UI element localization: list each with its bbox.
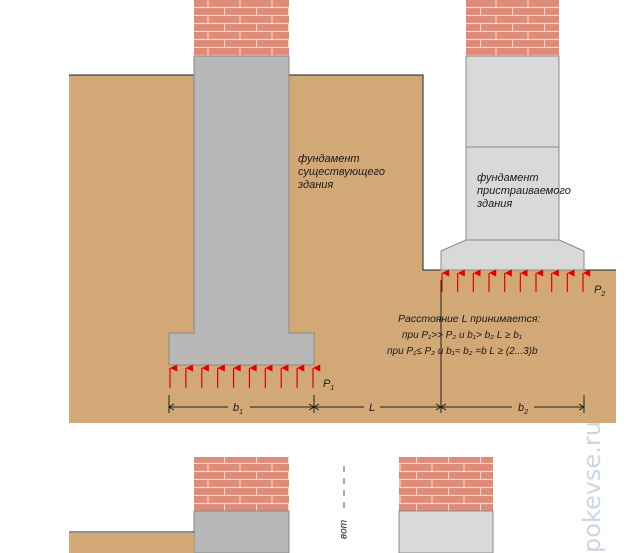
bottom-right-foundation xyxy=(399,511,493,553)
new-foundation-label: фундамент пристраиваемого здания xyxy=(477,172,571,210)
watermark: pokevse.ru xyxy=(578,421,606,553)
bottom-left-brick-wall xyxy=(194,457,289,511)
new-foundation xyxy=(441,56,584,270)
p1-label: $P_1$ xyxy=(323,378,335,392)
existing-foundation-label: фундамент существующего здания xyxy=(298,153,385,191)
bottom-soil xyxy=(69,533,194,553)
rule-1: при P₁>> P₂ и b₁> b₂ L ≥ b₁ xyxy=(402,330,522,341)
distance-title: Расстояние L принимается: xyxy=(398,313,541,325)
rule-2: при P₁≤ P₂ и b₁≈ b₂ =b L ≥ (2...3)b xyxy=(387,346,538,357)
bottom-right-brick-wall xyxy=(399,457,493,511)
b2-label: $b_2$ xyxy=(518,402,529,416)
new-brick-wall xyxy=(466,0,559,56)
bottom-left-foundation xyxy=(194,511,289,553)
seam-label: шов xyxy=(338,520,349,540)
existing-brick-wall xyxy=(194,0,289,56)
p2-label: $P_2$ xyxy=(594,284,606,298)
l-label: L xyxy=(369,402,376,414)
b1-label: $b_1$ xyxy=(233,402,244,416)
